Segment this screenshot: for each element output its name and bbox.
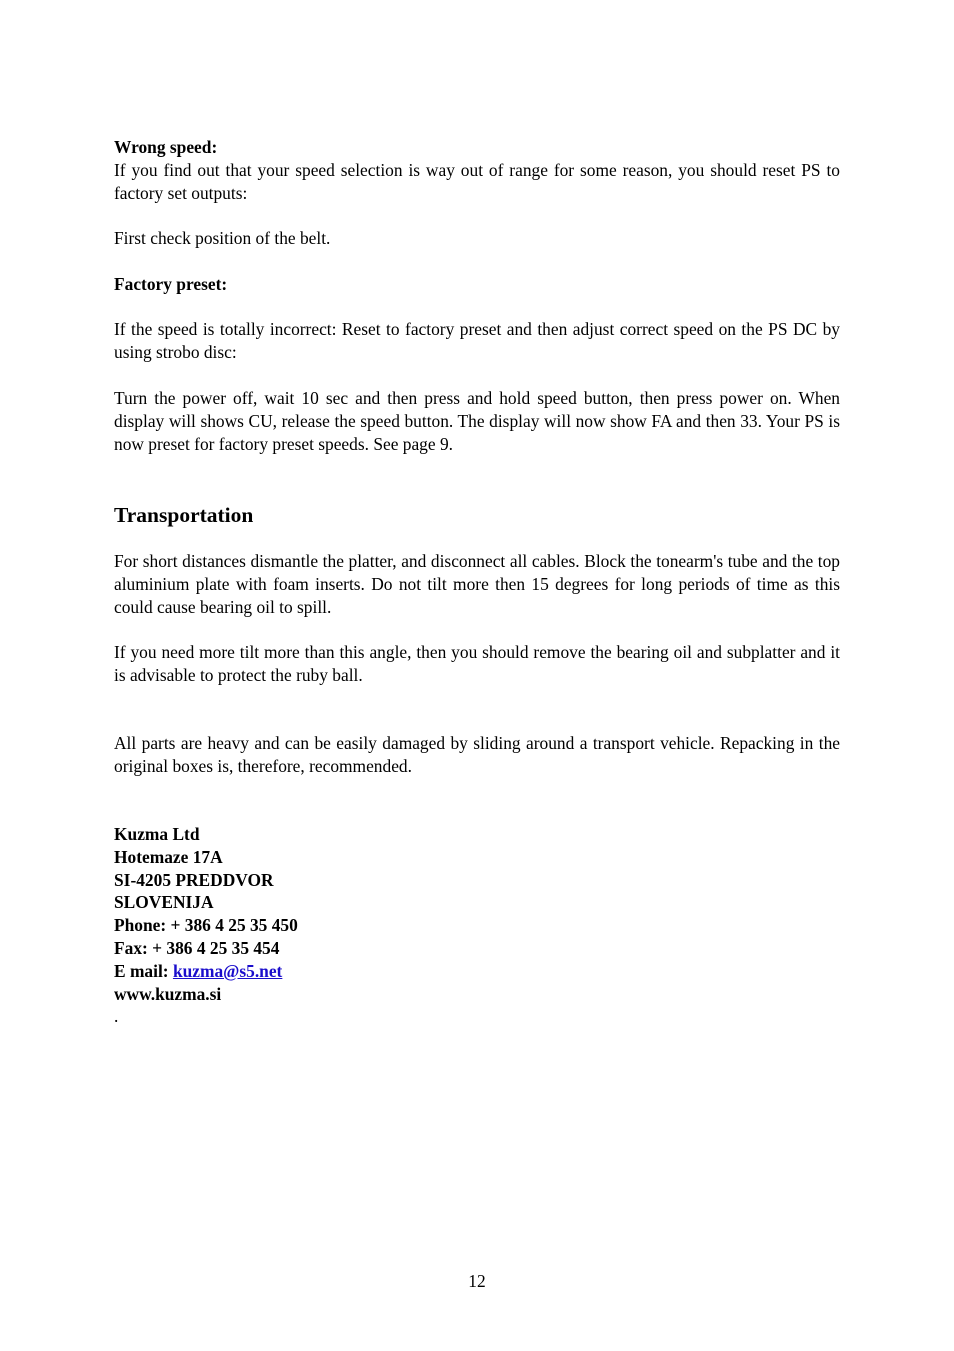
email-line [114,960,298,983]
trailing-dot: . [114,1006,119,1027]
wrong-speed-paragraph: If you find out that your speed selection is way out of range for some reason, you should reset PS to factory set outputs: [114,160,840,203]
belt-position-note: First check position of the belt. [114,228,331,248]
transportation-heading: Transportation [114,503,254,527]
contact-address-block [114,823,298,1028]
country: SLOVENIJA [114,892,214,913]
transportation-paragraph-3: All parts are heavy and can be easily damaged by sliding around a transport vehicle. Repacking in the original boxes is, therefore, recommended. [114,733,840,776]
transportation-paragraph-2: If you need more tilt more than this angle, then you should remove the bearing oil and subplatter and it is advisable to protect the ruby ball. [114,642,840,685]
company-name: Kuzma Ltd [114,824,200,844]
factory-preset-paragraph-2: Turn the power off, wait 10 sec and then press and hold speed button, then press power on. When display will shows CU, release the speed button. The display will now show FA and then 33. Your PS is now preset for factory preset speeds. See page 9. [114,388,840,454]
email-link[interactable]: kuzma@s5.net [172,960,283,981]
factory-preset-heading: Factory preset: [114,274,228,294]
page-number: 12 [468,1271,486,1291]
fax-number: Fax: + 386 4 25 35 454 [114,937,280,958]
email-label: E mail: [114,960,173,981]
factory-preset-paragraph-1: If the speed is totally incorrect: Reset to factory preset and then adjust correct speed on the PS DC by using strobo disc: [114,319,840,362]
street-address: Hotemaze 17A [114,846,223,867]
wrong-speed-heading: Wrong speed: [114,137,218,157]
phone-number: Phone: + 386 4 25 35 450 [114,915,298,936]
website: www.kuzma.si [114,983,222,1004]
postal-city: SI-4205 PREDDVOR [114,869,274,890]
transportation-paragraph-1: For short distances dismantle the platter, and disconnect all cables. Block the tonearm's tube and the top aluminium plate with foam inserts. Do not tilt more then 15 degrees for long periods of time as this could cause bearing oil to spill. [114,551,840,617]
